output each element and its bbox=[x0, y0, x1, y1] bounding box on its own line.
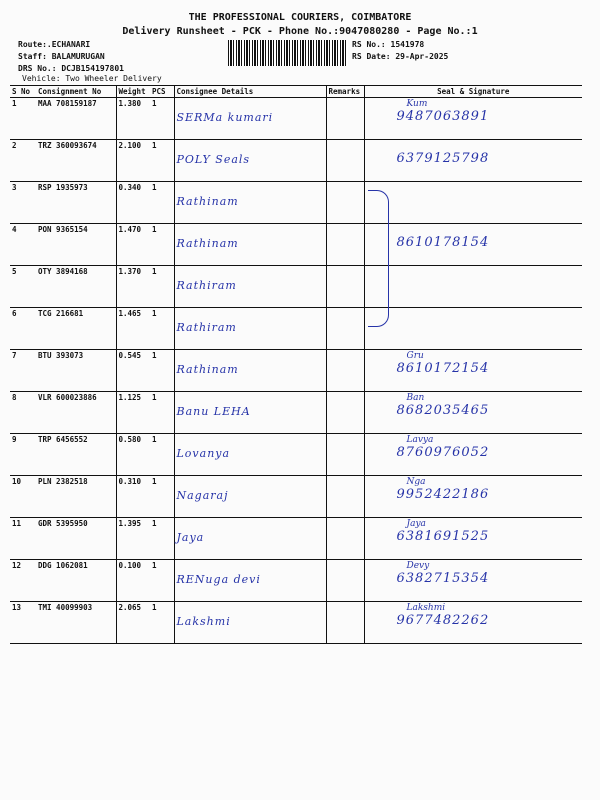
grouping-bracket bbox=[368, 190, 389, 327]
table-row bbox=[10, 98, 582, 140]
row-pcs: 1 bbox=[150, 476, 174, 518]
row-consignment: BTU 393073 bbox=[36, 350, 116, 392]
row-weight: 1.380 bbox=[116, 98, 150, 140]
table-row bbox=[10, 266, 582, 308]
table-header-row bbox=[10, 86, 582, 98]
row-sno: 10 bbox=[10, 476, 36, 518]
row-signature bbox=[364, 560, 582, 602]
row-remarks bbox=[326, 350, 364, 392]
row-remarks bbox=[326, 476, 364, 518]
row-weight: 1.465 bbox=[116, 308, 150, 350]
signature-block bbox=[367, 183, 581, 208]
row-sno: 12 bbox=[10, 560, 36, 602]
row-consignment: TMI 40099903 bbox=[36, 602, 116, 644]
row-signature bbox=[364, 224, 582, 266]
row-weight: 0.545 bbox=[116, 350, 150, 392]
col-remarks: Remarks bbox=[326, 86, 364, 98]
signature-name: Lakshmi bbox=[406, 603, 446, 613]
signature-phone: 6381691525 bbox=[396, 529, 490, 544]
row-pcs: 1 bbox=[150, 266, 174, 308]
row-signature bbox=[364, 350, 582, 392]
col-consignment: Consignment No bbox=[36, 86, 116, 98]
row-consignment: GDR 5395950 bbox=[36, 518, 116, 560]
table-row bbox=[10, 518, 582, 560]
row-consignment: RSP 1935973 bbox=[36, 182, 116, 224]
row-weight: 2.100 bbox=[116, 140, 150, 182]
signature-name: Ban bbox=[406, 393, 425, 403]
table-row bbox=[10, 476, 582, 518]
table-row bbox=[10, 308, 582, 350]
signature-name: Devy bbox=[406, 561, 430, 571]
consignee-handwritten: Rathinam bbox=[176, 237, 239, 250]
route-label: Route:.ECHANARI bbox=[18, 40, 91, 49]
signature-name: Gru bbox=[406, 351, 424, 361]
row-pcs: 1 bbox=[150, 98, 174, 140]
row-remarks bbox=[326, 182, 364, 224]
row-remarks bbox=[326, 392, 364, 434]
row-signature bbox=[364, 602, 582, 644]
signature-block bbox=[367, 561, 581, 586]
row-sno: 2 bbox=[10, 140, 36, 182]
row-consignment: OTY 3894168 bbox=[36, 266, 116, 308]
row-remarks bbox=[326, 434, 364, 476]
consignee-handwritten: RENuga devi bbox=[176, 573, 261, 586]
signature-name: Kum bbox=[406, 99, 428, 109]
row-signature bbox=[364, 182, 582, 224]
row-sno: 11 bbox=[10, 518, 36, 560]
row-remarks bbox=[326, 266, 364, 308]
row-consignment: TRZ 360093674 bbox=[36, 140, 116, 182]
row-consignee bbox=[174, 602, 326, 644]
row-signature bbox=[364, 434, 582, 476]
consignee-handwritten: Nagaraj bbox=[176, 489, 229, 502]
row-sno: 4 bbox=[10, 224, 36, 266]
signature-name: Lavya bbox=[406, 435, 434, 445]
row-consignment: PLN 2382518 bbox=[36, 476, 116, 518]
row-consignee bbox=[174, 350, 326, 392]
row-consignment: PON 9365154 bbox=[36, 224, 116, 266]
row-signature bbox=[364, 392, 582, 434]
signature-block bbox=[367, 477, 581, 502]
row-pcs: 1 bbox=[150, 308, 174, 350]
col-sno: S No bbox=[10, 86, 36, 98]
signature-block bbox=[367, 141, 581, 166]
signature-block bbox=[367, 351, 581, 376]
row-consignee bbox=[174, 560, 326, 602]
row-signature bbox=[364, 266, 582, 308]
row-consignee bbox=[174, 308, 326, 350]
signature-phone: 8760976052 bbox=[396, 445, 490, 460]
signature-phone: 6379125798 bbox=[396, 151, 490, 166]
row-weight: 0.580 bbox=[116, 434, 150, 476]
row-weight: 1.370 bbox=[116, 266, 150, 308]
company-title: THE PROFESSIONAL COURIERS, COIMBATORE bbox=[188, 12, 412, 23]
consignee-handwritten: Lakshmi bbox=[176, 615, 231, 628]
row-consignee bbox=[174, 392, 326, 434]
row-sno: 8 bbox=[10, 392, 36, 434]
row-consignee bbox=[174, 518, 326, 560]
table-row bbox=[10, 560, 582, 602]
row-pcs: 1 bbox=[150, 560, 174, 602]
col-weight: Weight bbox=[116, 86, 150, 98]
signature-block bbox=[367, 393, 581, 418]
row-pcs: 1 bbox=[150, 518, 174, 560]
row-remarks bbox=[326, 98, 364, 140]
row-sno: 13 bbox=[10, 602, 36, 644]
barcode bbox=[228, 40, 348, 66]
signature-phone: 9952422186 bbox=[396, 487, 490, 502]
row-remarks bbox=[326, 308, 364, 350]
col-consignee: Consignee Details bbox=[174, 86, 326, 98]
row-consignment: TCG 216681 bbox=[36, 308, 116, 350]
signature-name: Nga bbox=[406, 477, 426, 487]
signature-block bbox=[367, 225, 581, 250]
table-row bbox=[10, 350, 582, 392]
rs-number: RS No.: 1541978 bbox=[352, 40, 425, 49]
consignee-handwritten: Lovanya bbox=[176, 447, 231, 460]
row-consignment: DDG 1062081 bbox=[36, 560, 116, 602]
row-weight: 2.065 bbox=[116, 602, 150, 644]
signature-block bbox=[367, 435, 581, 460]
signature-phone: 9487063891 bbox=[396, 109, 490, 124]
row-weight: 0.310 bbox=[116, 476, 150, 518]
row-remarks bbox=[326, 518, 364, 560]
col-pcs: PCS bbox=[150, 86, 174, 98]
rs-date: RS Date: 29-Apr-2025 bbox=[352, 52, 449, 61]
row-signature bbox=[364, 518, 582, 560]
row-consignee bbox=[174, 266, 326, 308]
signature-block bbox=[367, 519, 581, 544]
row-weight: 0.100 bbox=[116, 560, 150, 602]
runsheet-subtitle: Delivery Runsheet - PCK - Phone No.:9047080280 - Page No.:1 bbox=[122, 26, 478, 37]
row-pcs: 1 bbox=[150, 224, 174, 266]
signature-name: Jaya bbox=[406, 519, 426, 529]
row-remarks bbox=[326, 560, 364, 602]
row-sno: 6 bbox=[10, 308, 36, 350]
row-consignee bbox=[174, 98, 326, 140]
row-pcs: 1 bbox=[150, 434, 174, 476]
signature-phone: 8610172154 bbox=[396, 361, 490, 376]
consignee-handwritten: Banu LEHA bbox=[176, 405, 251, 418]
consignee-handwritten: SERMa kumari bbox=[176, 111, 274, 124]
table-row bbox=[10, 224, 582, 266]
consignee-handwritten: POLY Seals bbox=[176, 153, 251, 166]
row-consignee bbox=[174, 182, 326, 224]
consignee-handwritten: Rathiram bbox=[176, 279, 237, 292]
consignee-handwritten: Rathiram bbox=[176, 321, 237, 334]
consignee-handwritten: Jaya bbox=[176, 531, 205, 544]
row-consignee bbox=[174, 434, 326, 476]
vehicle-label: Vehicle: Two Wheeler Delivery bbox=[22, 74, 162, 83]
staff-label: Staff: BALAMURUGAN bbox=[18, 52, 105, 61]
row-consignee bbox=[174, 476, 326, 518]
row-pcs: 1 bbox=[150, 140, 174, 182]
signature-phone: 9677482262 bbox=[396, 613, 490, 628]
signature-block bbox=[367, 309, 581, 334]
drs-label: DRS No.: DCJB154197801 bbox=[18, 64, 124, 73]
row-consignee bbox=[174, 224, 326, 266]
signature-block bbox=[367, 99, 581, 124]
signature-phone: 6382715354 bbox=[396, 571, 490, 586]
table-row bbox=[10, 182, 582, 224]
signature-block bbox=[367, 267, 581, 292]
row-consignment: TRP 6456552 bbox=[36, 434, 116, 476]
row-consignment: MAA 708159187 bbox=[36, 98, 116, 140]
consignee-handwritten: Rathinam bbox=[176, 363, 239, 376]
row-sno: 7 bbox=[10, 350, 36, 392]
consignee-handwritten: Rathinam bbox=[176, 195, 239, 208]
runsheet-table bbox=[10, 85, 582, 644]
row-sno: 3 bbox=[10, 182, 36, 224]
signature-phone: 8682035465 bbox=[396, 403, 490, 418]
signature-phone: 8610178154 bbox=[396, 235, 490, 250]
row-signature bbox=[364, 140, 582, 182]
row-weight: 1.470 bbox=[116, 224, 150, 266]
row-remarks bbox=[326, 140, 364, 182]
row-weight: 1.395 bbox=[116, 518, 150, 560]
row-consignee bbox=[174, 140, 326, 182]
row-weight: 0.340 bbox=[116, 182, 150, 224]
row-signature bbox=[364, 98, 582, 140]
row-signature bbox=[364, 476, 582, 518]
table-row bbox=[10, 434, 582, 476]
col-signature: Seal & Signature bbox=[364, 86, 582, 98]
row-sno: 9 bbox=[10, 434, 36, 476]
row-remarks bbox=[326, 224, 364, 266]
row-pcs: 1 bbox=[150, 350, 174, 392]
row-consignment: VLR 600023886 bbox=[36, 392, 116, 434]
row-sno: 5 bbox=[10, 266, 36, 308]
row-remarks bbox=[326, 602, 364, 644]
row-sno: 1 bbox=[10, 98, 36, 140]
row-signature bbox=[364, 308, 582, 350]
table-row bbox=[10, 392, 582, 434]
row-weight: 1.125 bbox=[116, 392, 150, 434]
signature-block bbox=[367, 603, 581, 628]
row-pcs: 1 bbox=[150, 392, 174, 434]
row-pcs: 1 bbox=[150, 182, 174, 224]
table-row bbox=[10, 602, 582, 644]
table-row bbox=[10, 140, 582, 182]
row-pcs: 1 bbox=[150, 602, 174, 644]
